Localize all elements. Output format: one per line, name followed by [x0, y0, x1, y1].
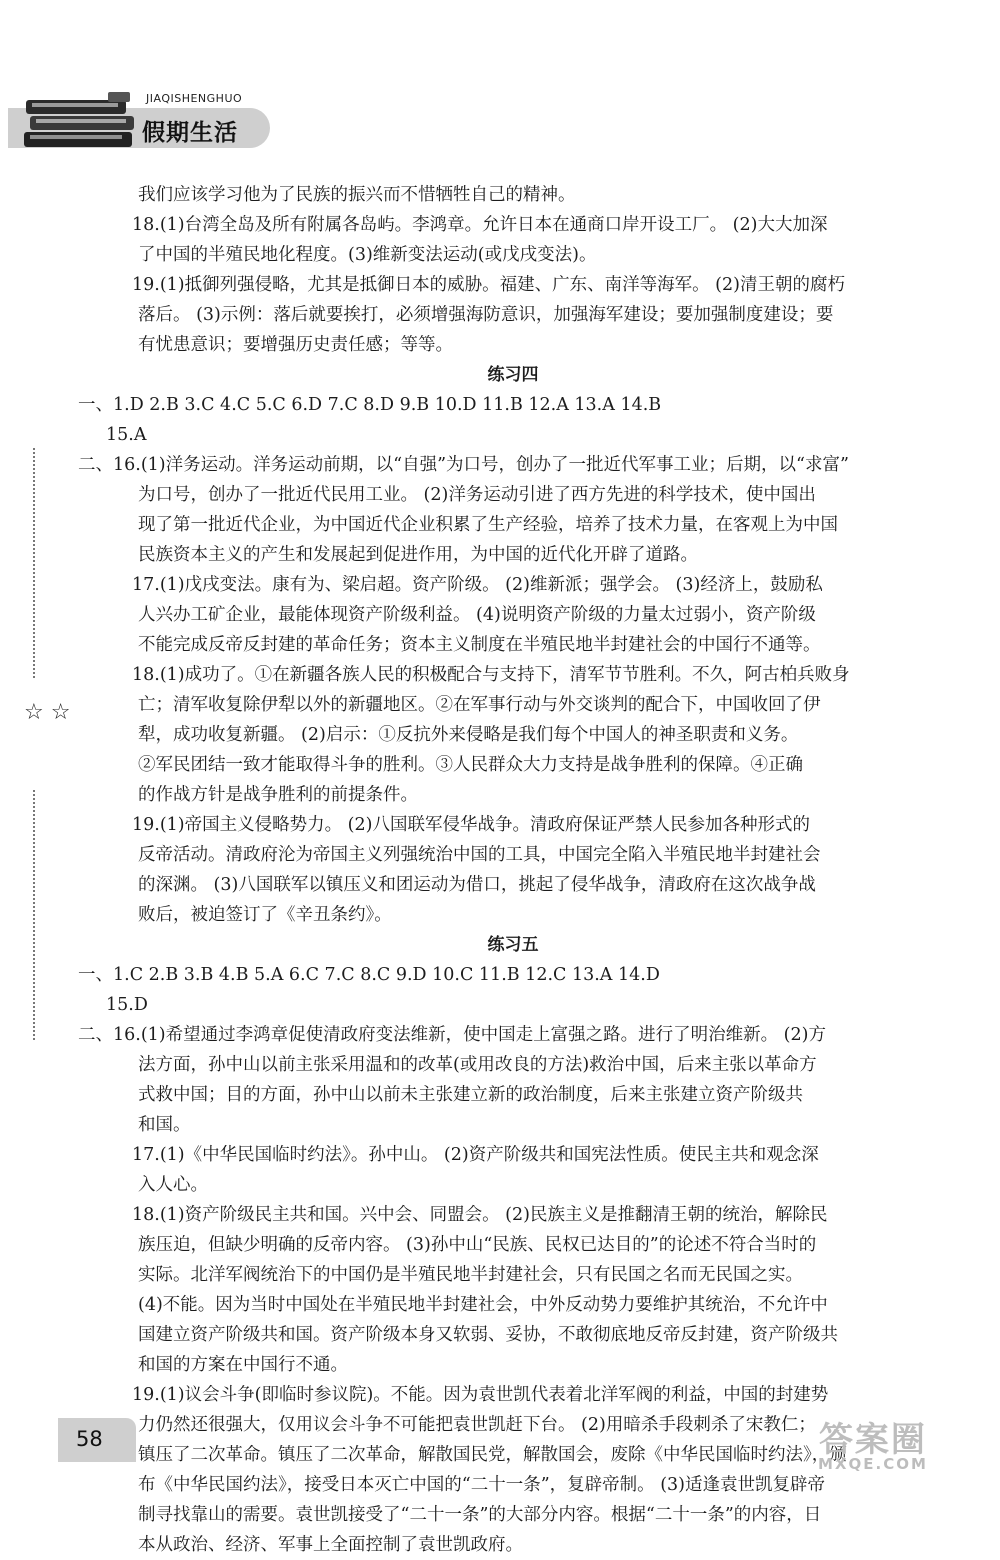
answer-line: 19.(1)帝国主义侵略势力。 (2)八国联军侵华战争。清政府保证严禁人民参加各种形式的 — [132, 815, 810, 835]
answer-line: 19.(1)议会斗争(即临时参议院)。不能。因为袁世凯代表着北洋军阀的利益，中国的封建势 — [132, 1385, 829, 1405]
answer-line: 二、16.(1)洋务运动。洋务运动前期，以“自强”为口号，创办了一批近代军事工业；后期，以“求富” — [78, 455, 849, 475]
answer-line: 布《中华民国约法》，接受日本灭亡中国的“二十一条”，复辟帝制。 (3)适逢袁世凯复辟帝 — [138, 1475, 825, 1495]
answer-line: 族压迫，但缺少明确的反帝内容。 (3)孙中山“民族、民权已达目的”的论述不符合当时的 — [138, 1235, 817, 1255]
answer-line: ②军民团结一致才能取得斗争的胜利。③人民群众大力支持是战争胜利的保障。④正确 — [138, 755, 803, 775]
answer-line: 制寻找靠山的需要。袁世凯接受了“二十一条”的大部分内容。根据“二十一条”的内容，日 — [138, 1505, 822, 1525]
margin-stars: ☆ ☆ — [24, 700, 71, 725]
answer-line: 的深渊。 (3)八国联军以镇压义和团运动为借口，挑起了侵华战争，清政府在这次战争战 — [138, 875, 816, 895]
answer-line: 法方面，孙中山以前主张采用温和的改革(或用改良的方法)救治中国，后来主张以革命方 — [138, 1055, 817, 1075]
answer-line: 现了第一批近代企业，为中国近代企业积累了生产经验，培养了技术力量，在客观上为中国 — [138, 515, 838, 535]
answer-line: 亡；清军收复除伊犁以外的新疆地区。②在军事行动与外交谈判的配合下，中国收回了伊 — [138, 695, 821, 715]
answer-line: 镇压了二次革命。镇压了二次革命，解散国民党，解散国会，废除《中华民国临时约法》，颁 — [138, 1445, 847, 1465]
page-number: 58 — [76, 1427, 103, 1451]
answer-line: 15.A — [106, 425, 147, 445]
answer-line: 民族资本主义的产生和发展起到促进作用，为中国的近代化开辟了道路。 — [138, 545, 698, 565]
answer-line: 和国的方案在中国行不通。 — [138, 1355, 348, 1375]
answer-line: (4)不能。因为当时中国处在半殖民地半封建社会，中外反动势力要维护其统治，不允许中 — [138, 1295, 828, 1315]
answer-line: 力仍然还很强大，仅用议会斗争不可能把袁世凯赶下台。 (2)用暗杀手段刺杀了宋教仁； — [138, 1415, 816, 1435]
answer-line: 15.D — [106, 995, 148, 1015]
answer-line: 二、16.(1)希望通过李鸿章促使清政府变法维新，使中国走上富强之路。进行了明治维新。 (2)方 — [78, 1025, 826, 1045]
answer-line: 和国。 — [138, 1115, 191, 1135]
watermark-sub: MXQE.COM — [818, 1455, 928, 1473]
answer-line: 的作战方针是战争胜利的前提条件。 — [138, 785, 418, 805]
answer-line: 了中国的半殖民地化程度。(3)维新变法运动(或戊戌变法)。 — [138, 245, 597, 265]
answer-line: 人兴办工矿企业，最能体现资产阶级利益。 (4)说明资产阶级的力量太过弱小，资产阶级 — [138, 605, 816, 625]
header-banner — [8, 90, 270, 152]
answer-line: 不能完成反帝反封建的革命任务；资本主义制度在半殖民地半封建社会的中国行不通等。 — [138, 635, 821, 655]
answer-line: 17.(1)戊戌变法。康有为、梁启超。资产阶级。 (2)维新派；强学会。 (3)经济上，鼓励私 — [132, 575, 823, 595]
margin-dotted-line-top — [33, 448, 37, 678]
answer-line: 落后。 (3)示例：落后就要挨打，必须增强海防意识，加强海军建设；要加强制度建设；要 — [138, 305, 834, 325]
answer-line: 19.(1)抵御列强侵略，尤其是抵御日本的威胁。福建、广东、南洋等海军。 (2)清王朝的腐朽 — [132, 275, 845, 295]
section-heading: 练习五 — [487, 935, 539, 955]
answer-content — [78, 180, 948, 1560]
answer-line: 有忧患意识；要增强历史责任感；等等。 — [138, 335, 453, 355]
header-pinyin: JIAQISHENGHUO — [146, 92, 243, 105]
header-title: 假期生活 — [142, 120, 238, 146]
answer-line: 18.(1)台湾全岛及所有附属各岛屿。李鸿章。允许日本在通商口岸开设工厂。 (2)大大加深 — [132, 215, 828, 235]
margin-dotted-line-bottom — [33, 790, 37, 1040]
answer-line: 18.(1)成功了。①在新疆各族人民的积极配合与支持下，清军节节胜利。不久，阿古柏兵败身 — [132, 665, 850, 685]
answer-line: 17.(1)《中华民国临时约法》。孙中山。 (2)资产阶级共和国宪法性质。使民主共和观念深 — [132, 1145, 819, 1165]
answer-line: 我们应该学习他为了民族的振兴而不惜牺牲自己的精神。 — [138, 185, 576, 205]
answer-line: 18.(1)资产阶级民主共和国。兴中会、同盟会。 (2)民族主义是推翻清王朝的统治，解除民 — [132, 1205, 828, 1225]
answer-line: 一、1.C 2.B 3.B 4.B 5.A 6.C 7.C 8.C 9.D 10.C 11.B 12.C 13.A 14.D — [78, 965, 660, 985]
watermark-main: 答案圈 — [818, 1420, 927, 1460]
answer-line: 实际。北洋军阀统治下的中国仍是半殖民地半封建社会，只有民国之名而无民国之实。 — [138, 1265, 803, 1285]
answer-line: 式救中国；目的方面，孙中山以前未主张建立新的政治制度，后来主张建立资产阶级共 — [138, 1085, 803, 1105]
section-heading: 练习四 — [487, 365, 539, 385]
answer-line: 为口号，创办了一批近代民用工业。 (2)洋务运动引进了西方先进的科学技术，使中国出 — [138, 485, 816, 505]
answer-line: 反帝活动。清政府沦为帝国主义列强统治中国的工具，中国完全陷入半殖民地半封建社会 — [138, 845, 821, 865]
watermark — [818, 1412, 928, 1473]
answer-line: 入人心。 — [138, 1175, 208, 1195]
answer-line: 本从政治、经济、军事上全面控制了袁世凯政府。 — [138, 1535, 523, 1555]
answer-line: 一、1.D 2.B 3.C 4.C 5.C 6.D 7.C 8.D 9.B 10.D 11.B 12.A 13.A 14.B — [78, 395, 662, 415]
answer-line: 犁，成功收复新疆。 (2)启示：①反抗外来侵略是我们每个中国人的神圣职责和义务。 — [138, 725, 799, 745]
books-icon — [22, 90, 140, 150]
answer-line: 国建立资产阶级共和国。资产阶级本身又软弱、妥协，不敢彻底地反帝反封建，资产阶级共 — [138, 1325, 838, 1345]
answer-line: 败后，被迫签订了《辛丑条约》。 — [138, 905, 392, 925]
